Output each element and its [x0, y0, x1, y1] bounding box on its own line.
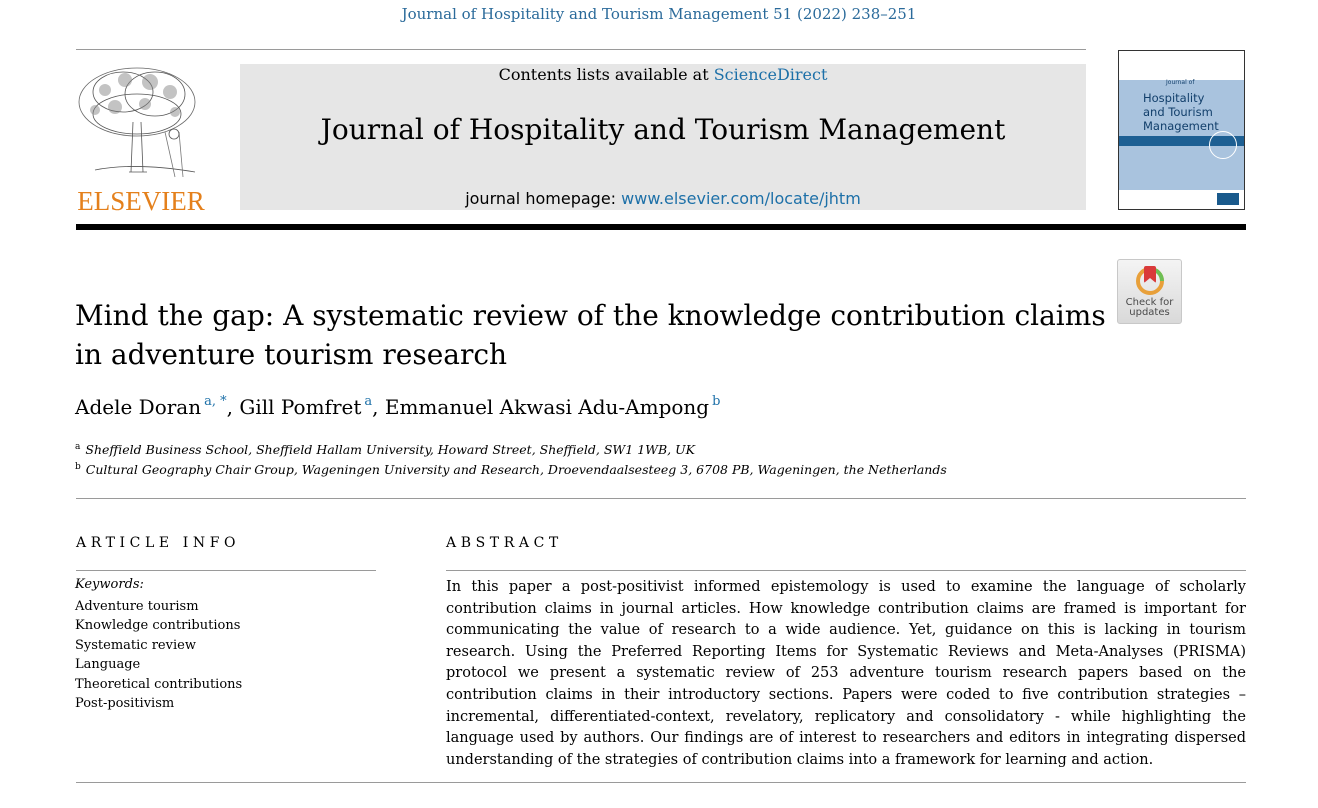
article-title: Mind the gap: A systematic review of the knowledge contribution claims in adventure tourism research: [75, 299, 1106, 371]
check-updates-line2: updates: [1129, 307, 1170, 318]
keyword-item: Post-positivism: [75, 696, 175, 712]
author-affiliation-mark[interactable]: b: [712, 394, 721, 409]
cover-title-line4: Management: [1143, 119, 1219, 133]
sciencedirect-link[interactable]: ScienceDirect: [713, 65, 828, 84]
article-info-divider: [76, 570, 376, 571]
cover-title-line2: Hospitality: [1143, 91, 1205, 105]
contents-available-line: [240, 65, 1086, 84]
keyword-item: Systematic review: [75, 637, 196, 653]
abstract-divider: [446, 570, 1246, 571]
keywords-label: Keywords:: [75, 577, 144, 592]
affiliation-mark: b: [75, 462, 81, 472]
keyword-item: Knowledge contributions: [75, 618, 241, 634]
elsevier-wordmark: ELSEVIER: [77, 186, 205, 216]
keyword-item: Theoretical contributions: [75, 676, 243, 692]
cover-society-logo-icon: [1217, 193, 1239, 205]
affiliation: [75, 442, 695, 457]
journal-homepage-link[interactable]: www.elsevier.com/locate/jhtm: [621, 189, 861, 208]
affiliation: [75, 462, 947, 477]
check-updates-label: [1118, 298, 1181, 318]
author-name[interactable]: Emmanuel Akwasi Adu-Ampong: [384, 395, 710, 419]
author-affiliation-mark[interactable]: a: [364, 394, 373, 409]
journal-homepage-line: [240, 189, 1086, 208]
header-top-divider: [76, 49, 1086, 50]
journal-citation[interactable]: Journal of Hospitality and Tourism Management 51 (2022) 238–251: [401, 5, 917, 23]
section-divider: [76, 498, 1246, 499]
cover-title-line3: and Tourism: [1143, 105, 1213, 119]
keyword-item: Language: [75, 657, 141, 673]
journal-name: Journal of Hospitality and Tourism Management: [320, 113, 1006, 146]
check-for-updates-button[interactable]: [1117, 259, 1182, 324]
abstract-text: In this paper a post-positivist informed epistemology is used to examine the language of scholarly contribution claims in journal articles. How knowledge contribution claims are framed is important for communicating the value of research to a wide audience. Yet, guidance on this is lacking in tourism research. Using the Preferred Reporting Items for Systematic Reviews and Meta-Analyses (PRISMA) protocol we present a systematic review of 253 adventure tourism research papers based on the contribution claims in their introductory sections. Papers were coded to five contribution strategies – incremental, differentiated-context, revelatory, replicatory and consolidatory - while highlighting the language used by authors. Our findings are of interest to researchers and editors in integrating dispersed understanding of the strategies of contribution claims into a framework for learning and action.: [446, 579, 1246, 768]
author-affiliation-mark[interactable]: a, *: [204, 394, 227, 409]
author-list: Adele Doran $^{a, *}$, Gill Pomfret $^a$, Emmanuel Akwasi Adu-Ampong $^b$: [75, 394, 721, 419]
homepage-prefix: journal homepage:: [465, 189, 622, 208]
check-updates-icon: [1135, 264, 1165, 296]
cover-title-line1: Journal of: [1166, 79, 1195, 86]
affiliation-text: Sheffield Business School, Sheffield Hallam University, Howard Street, Sheffield, SW1 1WB, UK: [85, 442, 695, 457]
bottom-divider: [76, 782, 1246, 783]
author-name[interactable]: Adele Doran: [75, 395, 202, 419]
article-info-heading: ARTICLE INFO: [76, 535, 241, 551]
keyword-item: Adventure tourism: [75, 599, 199, 614]
abstract-heading: ABSTRACT: [446, 535, 563, 551]
affiliation-text: Cultural Geography Chair Group, Wageningen University and Research, Droevendaalsesteeg 3, 6708 PB, Wageningen, the Netherlands: [85, 462, 947, 477]
journal-cover-thumbnail[interactable]: [1118, 50, 1245, 210]
affiliation-mark: a: [75, 442, 81, 452]
cover-title: [1143, 85, 1219, 133]
header-thick-divider: [76, 224, 1246, 230]
contents-prefix: Contents lists available at: [498, 65, 714, 84]
check-updates-line1: Check for: [1125, 297, 1174, 308]
cover-circle-graphic: [1209, 131, 1237, 159]
author-name[interactable]: Gill Pomfret: [239, 395, 362, 419]
keywords-list: [75, 597, 242, 713]
